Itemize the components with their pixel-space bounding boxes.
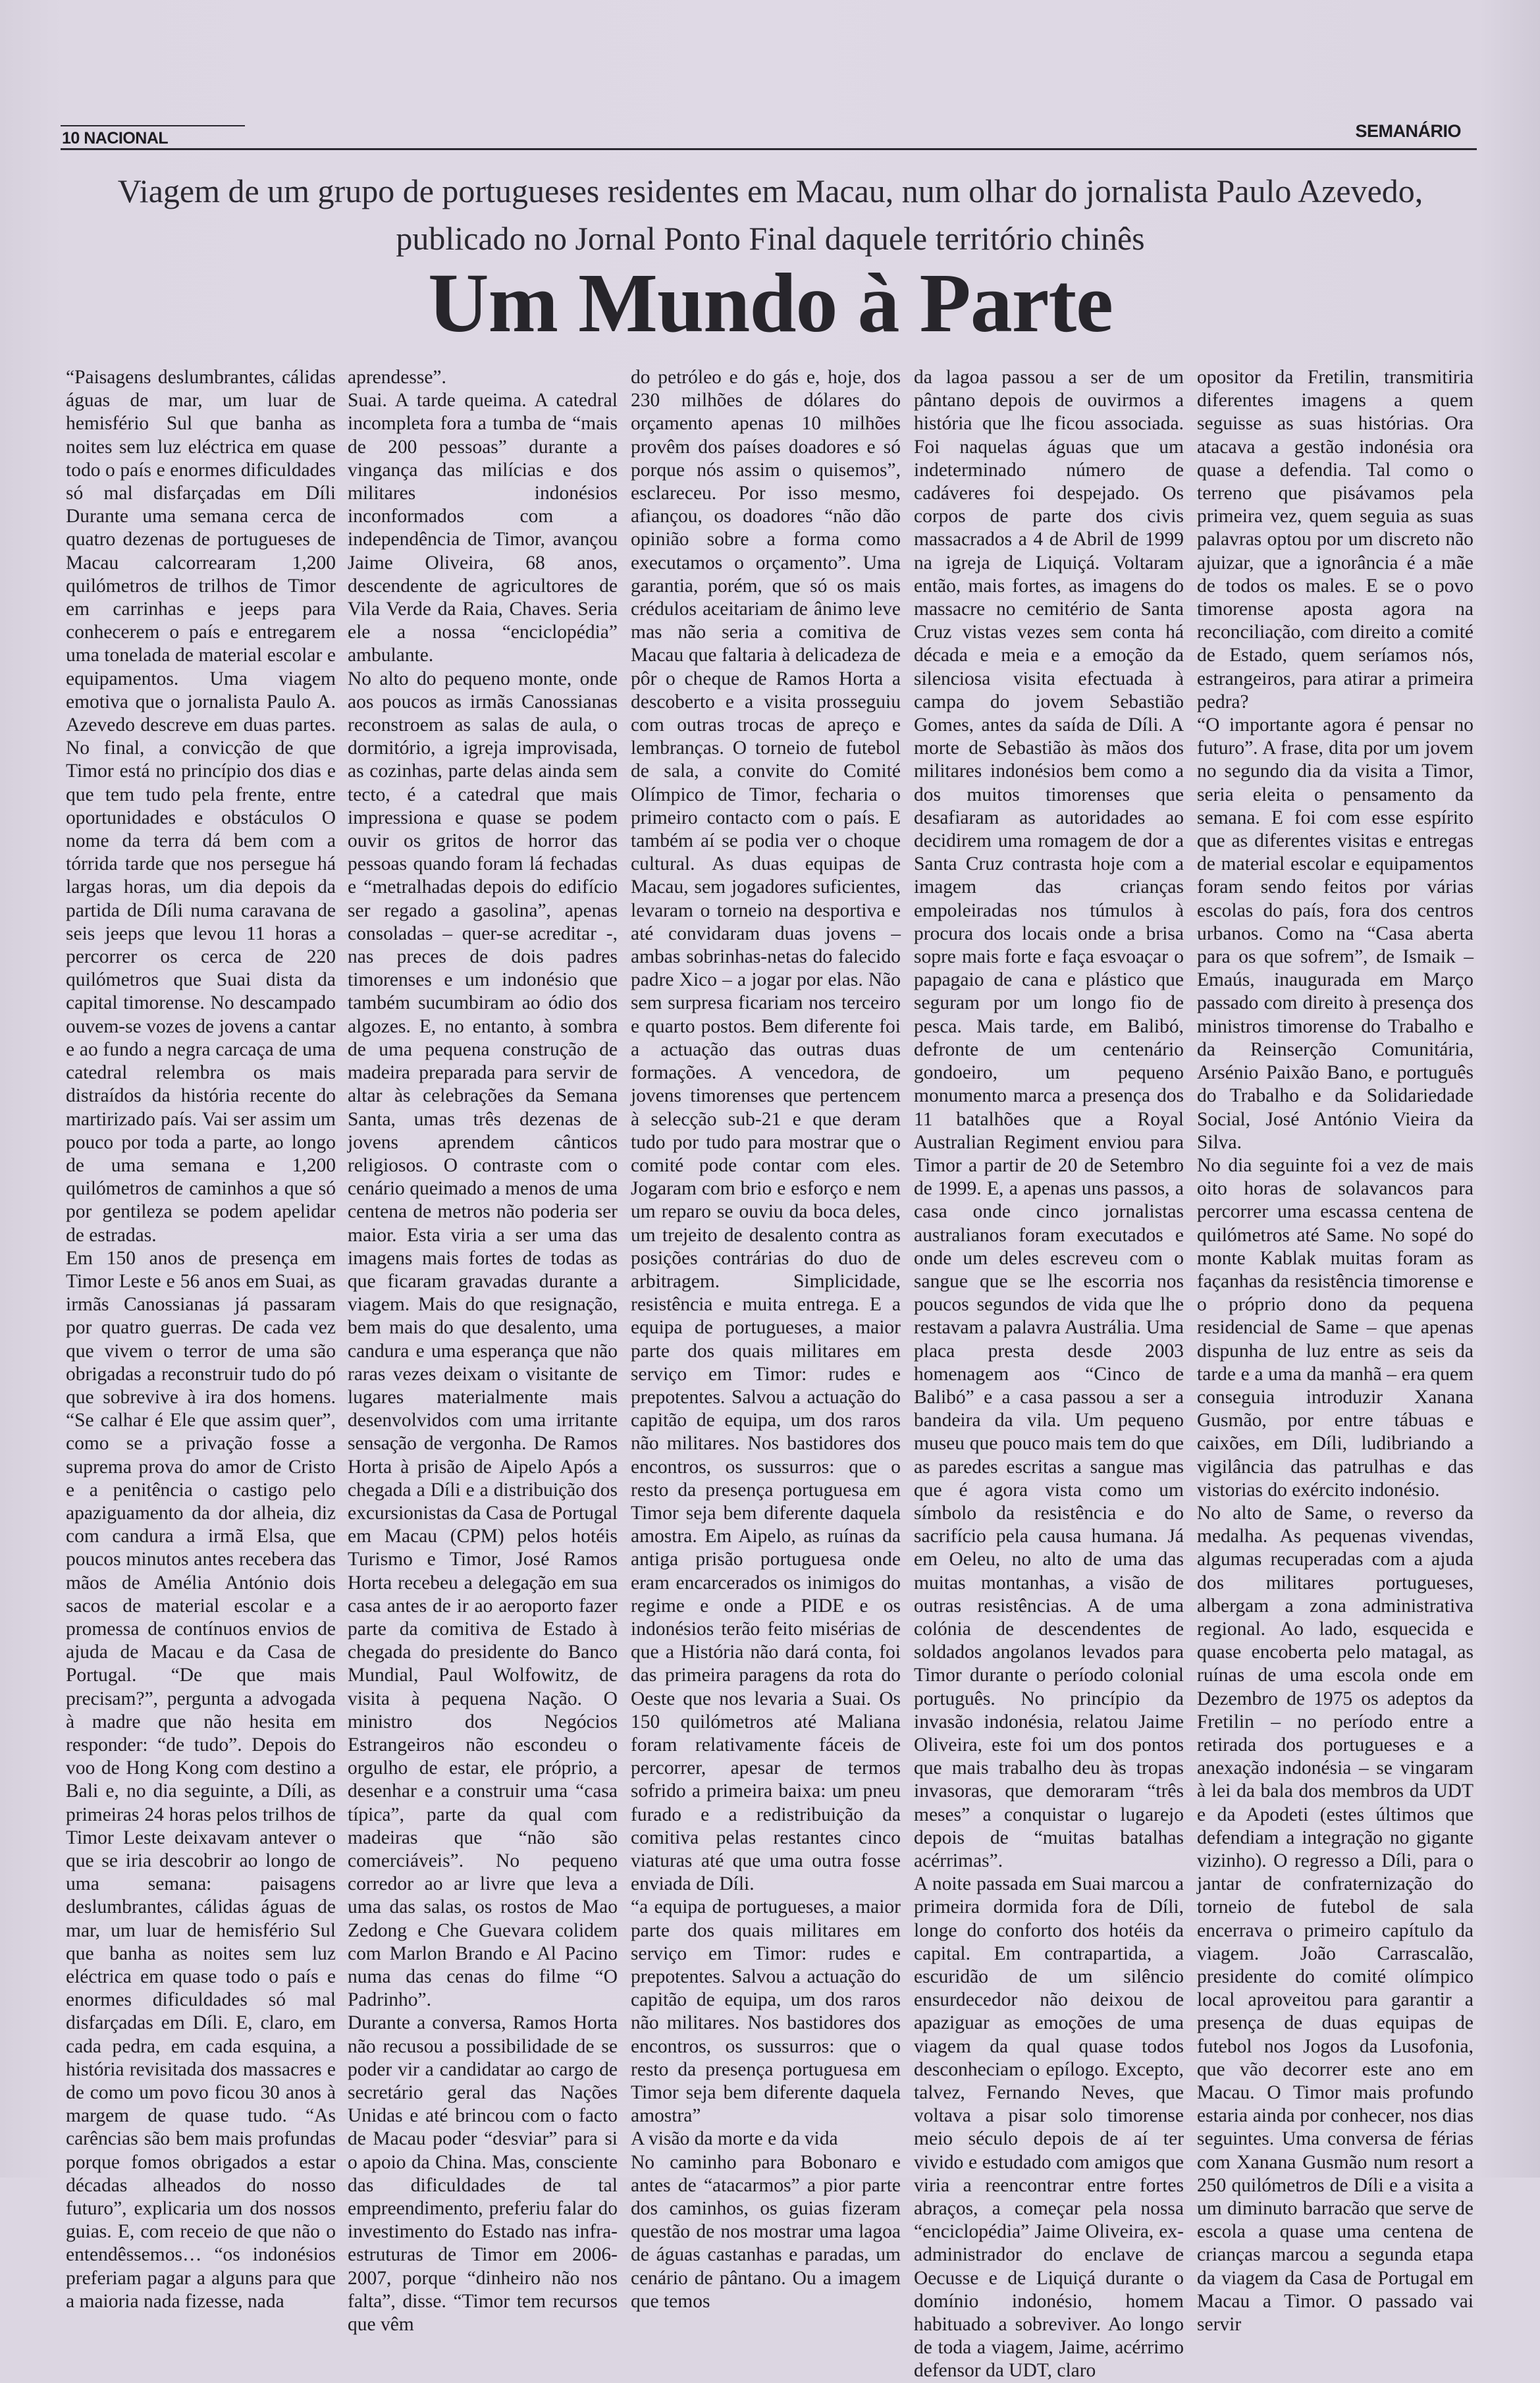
paragraph: A noite passada em Suai marcou a primeira dormida fora de Díli, longe do conforto dos hotéis da capital. Em contrapartida, a escuridão de um silêncio ensurdecedor não deixou de apaziguar as emoções de uma viagem da qual quase todos desconheciam o epílogo. Excepto, talvez, Fernando Neves, que voltava a pisar solo timorense meio século depois de aí ter vivido e estudado com amigos que viria a reencontrar entre fortes abraços, a começar pela nossa “enciclopédia” Jaime Oliveira, ex-administrador do enclave de Oecusse e de Liquiçá durante o domínio indonésio, homem habituado a sobreviver. Ao longo de toda a viagem, Jaime, acérrimo defensor da UDT, claro [914, 1873, 1184, 2382]
paragraph: No alto de Same, o reverso da medalha. As pequenas vivendas, algumas recuperadas com a ajuda dos militares portugueses, albergam a zona administrativa regional. Ao lado, esquecida e quase encoberta pelo matagal, as ruínas de uma escola onde em Dezembro de 1975 os adeptos da Fretilin – no período entre a retirada dos portugueses e a anexação indonésia – se vingaram à lei da bala dos membros da UDT e da Apodeti (estes últimos que defendiam a integração no gigante vizinho). O regresso a Díli, para o jantar de confraternização do torneio de futebol de sala encerrava o primeiro capítulo da viagem. João Carrascalão, presidente do comité olímpico local aproveitou para garantir a presença de duas equipas de futebol nos Jogos da Lusofonia, que vão decorrer este ano em Macau. O Timor mais profundo estaria ainda por conhecer, nos dias seguintes. Uma conversa de férias com Xanana Gusmão num resort a 250 quilómetros de Díli e a visita a um diminuto barracão que serve de escola a quase uma centena de crianças marcou a segunda etapa da viagem da Casa de Portugal em Macau a Timor. O passado vai servir [1197, 1502, 1474, 2336]
header-rule [61, 148, 1477, 150]
paragraph: aprendesse”. [348, 367, 446, 388]
page-number-section: 10 NACIONAL [62, 129, 169, 147]
paragraph: Durante a conversa, Ramos Horta não recusou a possibilidade de se poder vir a candidatar ao cargo de secretário geral das Nações Unidas e até brincou com o facto de Macau poder “desviar” para si o apoio da China. Mas, consciente das dificuldades de tal empreendimento, preferiu falar do investimento do Estado nas infra-estruturas de Timor em 2006-2007, porque “dinheiro não nos falta”, disse. “Timor tem recursos que vêm [348, 2012, 618, 2336]
paragraph: da lagoa passou a ser de um pântano depois de ouvirmos a história que lhe ficou associada. Foi naquelas águas que um indeterminado número de cadáveres foi despejado. Os corpos de parte dos civis massacrados a 4 de Abril de 1999 na igreja de Liquiçá. Voltaram então, mais fortes, as imagens do massacre no cemitério de Santa Cruz vistas vezes sem conta há década e meia e a emoção da silenciosa visita efectuada à campa do jovem Sebastião Gomes, antes da saída de Díli. A morte de Sebastião às mãos dos militares indonésios bem como a dos muitos timorenses que desafiaram as autoridades ao decidirem uma romagem de dor a Santa Cruz contrasta hoje com a imagem das crianças empoleiradas nos túmulos à procura dos locais onde a brisa sopre mais forte e faça esvoaçar o papagaio de cana e plástico que seguram por um longo fio de pesca. Mais tarde, em Balibó, defronte de um centenário gondoeiro, um pequeno monumento marca a presença dos 11 batalhões que a Royal Australian Regiment enviou para Timor a partir de 20 de Setembro de 1999. E, a apenas uns passos, a casa onde cinco jornalistas australianos foram executados e onde um deles escreveu com o sangue que se lhe escorria nos poucos segundos de vida que lhe restavam a palavra Austrália. Uma placa presta desde 2003 homenagem aos “Cinco de Balibó” e a casa passou a ser a bandeira da vila. Um pequeno museu que pouco mais tem do que as paredes escritas a sangue mas que é agora vista como um símbolo da resistência e do sacrifício pela causa humana. Já em Oeleu, no alto de uma das muitas montanhas, a visão de outras resistências. A de uma colónia de descendentes de soldados angolanos levados para Timor durante o período colonial português. No princípio da invasão indonésia, relatou Jaime Oliveira, este foi um dos pontos que mais trabalho deu às tropas invasoras, que demoraram “três meses” a conquistar o lugarejo depois de “muitas batalhas acérrimas”. [914, 367, 1184, 1871]
paragraph: Em 150 anos de presença em Timor Leste e 56 anos em Suai, as irmãs Canossianas já passaram por quatro guerras. De cada vez que vivem o terror de uma são obrigadas a reconstruir tudo do pó que sobrevive à ira dos homens. “Se calhar é Ele que assim quer”, como se a privação fosse a suprema prova do amor de Cristo e a penitência o castigo pelo apaziguamento da dor alheia, diz com candura a irmã Elsa, que poucos minutos antes recebera das mãos de Amélia António dois sacos de material escolar e a promessa de contínuos envios de ajuda de Macau e da Casa de Portugal. “De que mais precisam?”, pergunta a advogada à madre que não hesita em responder: “de tudo”. Depois do voo de Hong Kong com destino a Bali e, no dia seguinte, a Díli, as primeiras 24 horas pelos trilhos de Timor Leste deixavam antever o que se iria descobrir ao longo de uma semana: paisagens deslumbrantes, cálidas águas de mar, um luar de hemisfério Sul que banha as noites sem luz eléctrica em quase todo o país e enormes dificuldades só mal disfarçadas em Díli. E, claro, em cada pedra, em cada esquina, a história revisitada dos massacres e de como um povo ficou 30 anos à margem de quase tudo. “As carências são bem mais profundas porque fomos obrigados a estar décadas alheados do nosso futuro”, explicaria um dos nossos guias. E, com receio de que não o entendêssemos… “os indonésios preferiam pagar a alguns para que a maioria nada fizesse, nada [66, 1247, 336, 2312]
paragraph: “O importante agora é pensar no futuro”. A frase, dita por um jovem no segundo dia da visita a Timor, seria eleita o pensamento da semana. E foi com esse espírito que as diferentes visitas e entregas de material escolar e equipamentos foram sendo feitos por várias escolas do país, fora dos centros urbanos. Como na “Casa aberta para os que sofrem”, de Ismaik – Emaús, inaugurada em Março passado com direito à presença dos ministros timorense do Trabalho e da Reinserção Comunitária, Arsénio Paixão Bano, e português do Trabalho e da Solidariedade Social, José António Vieira da Silva. [1197, 714, 1474, 1153]
paragraph: “Paisagens deslumbrantes, cálidas águas de mar, um luar de hemisfério Sul que banha as noites sem luz eléctrica em quase todo o país e enormes dificuldades só mal disfarçadas em Díli Durante uma semana cerca de quatro dezenas de portugueses de Macau calcorrearam 1,200 quilómetros de trilhos de Timor em carrinhas e jeeps para conhecerem o país e entregarem uma tonelada de material escolar e equipamentos. Uma viagem emotiva que o jornalista Paulo A. Azevedo descreve em duas partes. No final, a convicção de que Timor está no princípio dos dias e que tem tudo pela frente, entre oportunidades e obstáculos O nome da terra dá bem com a tórrida tarde que nos persegue há largas horas, um dia depois da partida de Díli numa caravana de seis jeeps que levou 11 horas a percorrer os cerca de 220 quilómetros que Suai dista da capital timorense. No descampado ouvem-se vozes de jovens a cantar e ao fundo a negra carcaça de uma catedral relembra os mais distraídos da história recente do martirizado país. Vai ser assim um pouco por toda a parte, ao longo de uma semana e 1,200 quilómetros de caminhos a que só por gentileza se podem apelidar de estradas. [66, 367, 336, 1246]
article-kicker: Viagem de um grupo de portugueses residentes em Macau, num olhar do jornalista Paulo Azevedo, publicado no Jornal Ponto Final daquele território chinês [117, 173, 1423, 257]
paragraph: Suai. A tarde queima. A catedral incompleta fora a tumba de “mais de 200 pessoas” durante a vingança das milícias e dos militares indonésios inconformados com a independência de Timor, avançou Jaime Oliveira, 68 anos, descendente de agricultores de Vila Verde da Raia, Chaves. Seria ele a nossa “enciclopédia” ambulante. [348, 390, 618, 666]
article-column-1 [66, 366, 336, 2312]
paragraph: No caminho para Bobonaro e antes de “atacarmos” a pior parte dos caminhos, os guias fizeram questão de nos mostrar uma lagoa de águas castanhas e paradas, um cenário de pântano. Ou a imagem que temos [631, 2151, 901, 2312]
article-column-3 [631, 366, 901, 2312]
article-column-4 [914, 366, 1184, 2382]
header-top-rule [61, 125, 245, 126]
article-column-2 [348, 366, 618, 2336]
paragraph: No alto do pequeno monte, onde aos poucos as irmãs Canossianas reconstroem as salas de aula, o dormitório, a igreja improvisada, as cozinhas, parte delas ainda sem tecto, é a catedral que mais impressiona e quase se podem ouvir os gritos de horror das pessoas quando foram lá fechadas e “metralhadas depois do edifício ser regado a gasolina”, apenas consoladas – quer-se acreditar -, nas preces de dois padres timorenses e um indonésio que também sucumbiram ao ódio dos algozes. E, no entanto, à sombra de uma pequena construção de madeira preparada para servir de altar às celebrações da Semana Santa, umas três dezenas de jovens aprendem cânticos religiosos. O contraste com o cenário queimado a menos de uma centena de metros não poderia ser maior. Esta viria a ser uma das imagens mais fortes de todas as que ficaram gravadas durante a viagem. Mais do que resignação, bem mais do que desalento, uma candura e uma esperança que não raras vezes deixam o visitante de lugares materialmente mais desenvolvidos com uma irritante sensação de vergonha. De Ramos Horta à prisão de Aipelo Após a chegada a Díli e a distribuição dos excursionistas da Casa de Portugal em Macau (CPM) pelos hotéis Turismo e Timor, José Ramos Horta recebeu a delegação em sua casa antes de ir ao aeroporto fazer parte da comitiva de Estado à chegada do presidente do Banco Mundial, Paul Wolfowitz, de visita à pequena Nação. O ministro dos Negócios Estrangeiros não escondeu o orgulho de estar, ele próprio, a desenhar e a construir uma “casa típica”, parte da qual com madeiras que “não são comerciáveis”. No pequeno corredor ao ar livre que leva a uma das salas, os rostos de Mao Zedong e Che Guevara colidem com Marlon Brando e Al Pacino numa das cenas do filme “O Padrinho”. [348, 668, 618, 2011]
subheading: A visão da morte e da vida [631, 2128, 838, 2150]
article-headline: Um Mundo à Parte [428, 256, 1113, 350]
paragraph: do petróleo e do gás e, hoje, dos 230 milhões de dólares do orçamento apenas 10 milhões provêm dos países doadores e só porque nós assim o quisemos”, esclareceu. Por isso mesmo, afiançou, os doadores “não dão opinião sobre a forma como executamos o orçamento”. Uma garantia, porém, que só os mais crédulos aceitariam de ânimo leve mas não seria a comitiva de Macau que faltaria à delicadeza de pôr o cheque de Ramos Horta a descoberto e a visita prosseguiu com outras trocas de apreço e lembranças. O torneio de futebol de sala, a convite do Comité Olímpico de Timor, fecharia o primeiro contacto com o país. E também aí se podia ver o choque cultural. As duas equipas de Macau, sem jogadores suficientes, levaram o torneio na desportiva e até convidaram duas jovens – ambas sobrinhas-netas do falecido padre Xico – a jogar por elas. Não sem surpresa ficariam nos terceiro e quarto postos. Bem diferente foi a actuação das outras duas formações. A vencedora, de jovens timorenses que pertencem à selecção sub-21 e que deram tudo por tudo para mostrar que o comité pode contar com eles. Jogaram com brio e esforço e nem um reparo se ouviu da boca deles, um trejeito de desalento contra as posições contrárias do duo de arbitragem. Simplicidade, resistência e muita entrega. E a equipa de portugueses, a maior parte dos quais militares em serviço em Timor: rudes e prepotentes. Salvou a actuação do capitão de equipa, um dos raros não militares. Nos bastidores dos encontros, os sussurros: que o resto da presença portuguesa em Timor seja bem diferente daquela amostra. Em Aipelo, as ruínas da antiga prisão portuguesa onde eram encarcerados os inimigos do regime e onde a PIDE e os indonésios terão feito misérias de que a História não dará conta, foi das primeira paragens da rota do Oeste que nos levaria a Suai. Os 150 quilómetros até Maliana foram relativamente fáceis de percorrer, apesar de termos sofrido a primeira baixa: um pneu furado e a redistribuição da comitiva pelas restantes cinco viaturas até que uma outra fosse enviada de Díli. [631, 367, 901, 1895]
paragraph: No dia seguinte foi a vez de mais oito horas de solavancos para percorrer uma escassa centena de quilómetros até Same. No sopé do monte Kablak muitas foram as façanhas da resistência timorense e o próprio dono da pequena residencial de Same – que apenas dispunha de luz entre as seis da tarde e a uma da manhã – era quem conseguia introduzir Xanana Gusmão, por entre tábuas e caixões, em Díli, ludibriando a vigilância das patrulhas e das vistorias do exército indonésio. [1197, 1154, 1474, 1501]
masthead: SEMANÁRIO [1355, 121, 1461, 141]
paragraph: opositor da Fretilin, transmitiria diferentes imagens a quem seguisse as suas histórias. Ora atacava a gestão indonésia ora quase a defendia. Tal como o terreno que pisávamos pela primeira vez, quem seguia as suas palavras optou por um discreto não ajuizar, que a ignorância é a mãe de todos os males. E se o povo timorense aposta agora na reconciliação, com direito a comité de Estado, quem seríamos nós, estrangeiros, para atirar a primeira pedra? [1197, 367, 1474, 712]
pull-quote: “a equipa de portugueses, a maior parte dos quais militares em serviço em Timor: rudes e prepotentes. Salvou a actuação do capitão de equipa, um dos raros não militares. Nos bastidores dos encontros, os sussurros: que o resto da presença portuguesa em Timor seja bem diferente daquela amostra” [631, 1896, 901, 2127]
article-column-5 [1197, 366, 1474, 2336]
